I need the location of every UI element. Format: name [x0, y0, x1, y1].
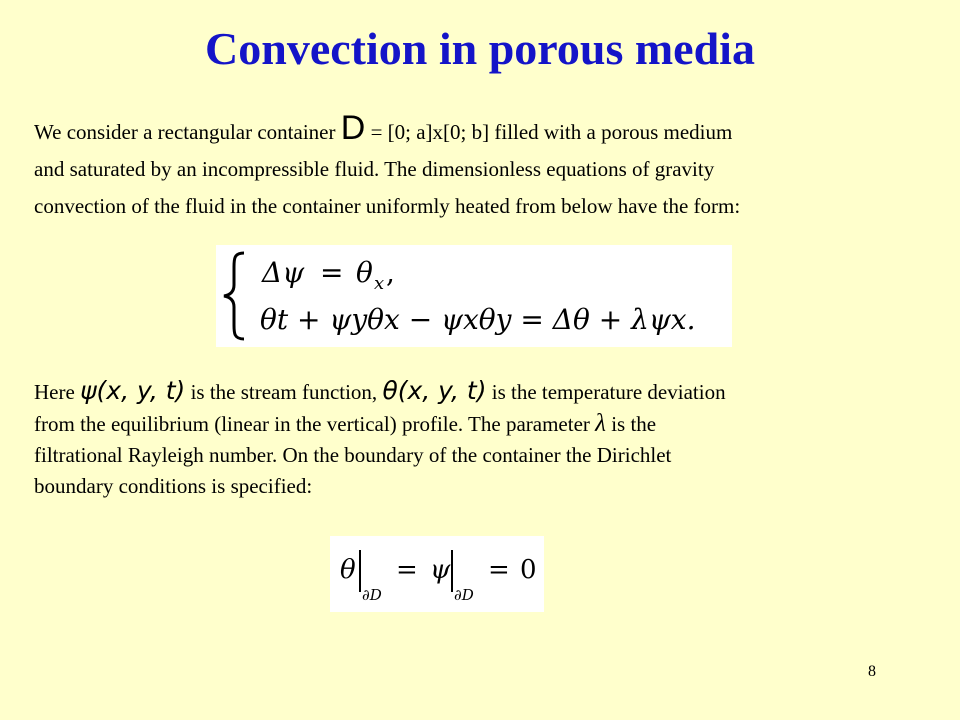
lambda-symbol: λ: [595, 410, 606, 437]
boundary-equation-svg: [330, 536, 544, 612]
explanation-paragraph: [34, 375, 934, 502]
slide-title: Convection in porous media: [205, 23, 755, 74]
bc-psi: ψ: [430, 555, 451, 585]
domain-symbol: D: [340, 109, 366, 147]
here-text: Here: [34, 380, 81, 404]
bc-eq-2: =: [488, 555, 510, 585]
bc-eq-1: =: [396, 555, 418, 585]
intro-lead-text: We consider a rectangular container: [34, 120, 341, 144]
intro-line-1: [34, 110, 934, 151]
bc-sub-1: ∂D: [362, 586, 382, 604]
stream-function-text: is the stream function,: [185, 380, 383, 404]
explain-line-1: [34, 375, 934, 408]
intro-line-3: convection of the fluid in the container uniformly heated from below have the form:: [34, 194, 741, 218]
eq1-line2: θt + ψyθx − ψxθy = Δθ + λψx.: [260, 303, 696, 336]
bc-theta: θ: [340, 555, 356, 585]
psi-symbol: ψ(x, y, t): [80, 376, 186, 405]
equilibrium-text: from the equilibrium (linear in the vertical) profile. The parameter: [34, 412, 596, 436]
intro-line-2: and saturated by an incompressible fluid. The dimensionless equations of gravity: [34, 157, 715, 181]
eq1-line1-eq: =: [320, 256, 344, 289]
boundary-condition-equation: [330, 536, 544, 612]
eq1-line1-rhs: θ: [356, 256, 373, 289]
eq1-line1-tail: ,: [386, 256, 395, 289]
intro-after-symbol: = [0; a]x[0; b] filled with a porous medium: [365, 120, 733, 144]
eq1-line1-sub: x: [374, 273, 385, 294]
bc-sub-2: ∂D: [454, 586, 474, 604]
is-the-text: is the: [605, 412, 657, 436]
explain-line-3: filtrational Rayleigh number. On the boundary of the container the Dirichlet: [34, 443, 672, 467]
explain-line-2: [34, 408, 934, 440]
intro-paragraph: [34, 110, 934, 225]
eq1-line1-lhs: Δψ: [262, 256, 305, 289]
explain-line-4: boundary conditions is specified:: [34, 474, 313, 498]
theta-symbol: θ(x, y, t): [382, 376, 487, 405]
bc-zero: 0: [520, 555, 537, 585]
temperature-deviation-text: is the temperature deviation: [486, 380, 726, 404]
equation-system: [216, 245, 732, 347]
equation-system-svg: [216, 245, 732, 347]
curly-brace: [224, 253, 244, 339]
page-number: 8: [868, 663, 876, 680]
